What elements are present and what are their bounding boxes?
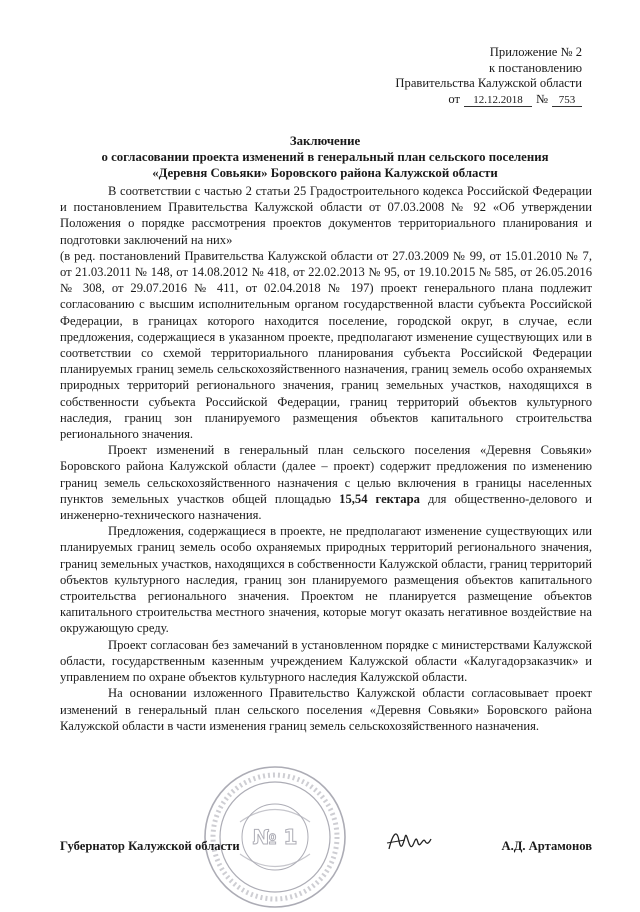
paragraph-proposals xyxy=(60,523,592,636)
document-title xyxy=(60,133,590,181)
paragraph-approvals xyxy=(60,637,592,686)
resolution-date: 12.12.2018 xyxy=(464,94,532,107)
official-seal xyxy=(200,762,350,912)
paragraph-amendments xyxy=(60,248,592,442)
signatory-position: Губернатор Калужской области xyxy=(60,839,240,853)
project-area: 15,54 гектара xyxy=(339,491,420,506)
number-label: № xyxy=(535,91,548,106)
paragraph-legal-basis xyxy=(60,183,592,248)
title-line-1: Заключение xyxy=(289,134,361,148)
resolution-reference xyxy=(395,92,582,108)
paragraph-approvals-text: Проект согласован без замечаний в установленном порядке с министерствами Калужской области, государственным казенным учреждением Калужской области «Калугадорзаказчик» и управлением по охране объектов культурного наследия Калужской области. xyxy=(60,637,592,685)
paragraph-conclusion-text: На основании изложенного Правительство Калужской области согласовывает проект изменений в генеральный план сельского поселения «Деревня Совьяки» Боровского района Калужской области в части изменения границ земель сельскохозяйственного назначения. xyxy=(60,686,592,733)
paragraph-proposals-text: Предложения, содержащиеся в проекте, не предполагают изменение существующих или планируемых границ земель особо охраняемых природных территорий регионального значения, границ земельных участков, находящихся в собственности Калужской области, границ территорий объектов культурного наследия, границ зон планируемого размещения объектов капитального строительства регионального значения. Проектом не планируется размещение объектов капитального строительства местного значения, которые могут оказать негативное воздействие на окружающую среду. xyxy=(60,524,592,636)
signatory-name: А.Д. Артамонов xyxy=(501,839,592,853)
appendix-line-2: к постановлению xyxy=(488,60,582,75)
resolution-number: 753 xyxy=(552,94,582,107)
appendix-line-3: Правительства Калужской области xyxy=(395,76,582,90)
handwritten-signature xyxy=(385,823,433,859)
paragraph-amendments-text: (в ред. постановлений Правительства Калужской области от 27.03.2009 № 99, от 15.01.2010 № 7, от 21.03.2011 № 148, от 14.08.2012 № 418, от 22.02.2013 № 95, от 19.10.2015 № 585, от 26.05.2016 № 308, от 29.07.2016 № 411, от 02.04.2018 № 197) проект генерального плана подлежит согласованию с высшим исполнительным органом государственной власти субъекта Российской Федерации, в границах которого находится поселение, городской округ, в случае, если предложения, содержащиеся в указанном проекте, предполагают изменение существующих или в соответствии со схемой территориального планирования субъекта Российской Федерации планируемых границ земель сельскохозяйственного назначения, границ земель особо охраняемых природных территорий регионального значения, границ земельных участков, находящихся в собственности субъекта Российской Федерации, границ территорий объектов культурного наследия, границ зон планируемого размещения объектов капитального строительства регионального значения. xyxy=(60,248,592,442)
paragraph-conclusion xyxy=(60,685,592,734)
appendix-block xyxy=(395,45,582,107)
project-content-start: Проект изменений в генеральный план сельского поселения «Деревня Совьяки» Боровского района Калужской области (далее – проект) содержит предложения по изменению границ земель сельскохозяйственного назначения с целью включения в границы населенных пунктов земельных участков общей площадью xyxy=(60,443,592,506)
title-line-3: «Деревня Совьяки» Боровского района Калужской области xyxy=(152,166,498,180)
from-label: от xyxy=(448,91,460,106)
document-body xyxy=(60,183,592,734)
title-line-2: о согласовании проекта изменений в генеральный план сельского поселения xyxy=(101,150,549,164)
appendix-line-1: Приложение № 2 xyxy=(489,45,582,59)
paragraph-legal-basis-text: В соответствии с частью 2 статьи 25 Градостроительного кодекса Российской Федерации и постановлением Правительства Калужской области от 07.03.2008 № 92 «Об утверждении Положения о порядке рассмотрения проектов документов территориального планирования и подготовки заключений на них» xyxy=(60,184,592,247)
seal-number: № 1 xyxy=(252,825,298,849)
paragraph-project-content xyxy=(60,442,592,523)
project-content-end: для общественно-делового и инженерно-технического назначения. xyxy=(60,491,592,523)
